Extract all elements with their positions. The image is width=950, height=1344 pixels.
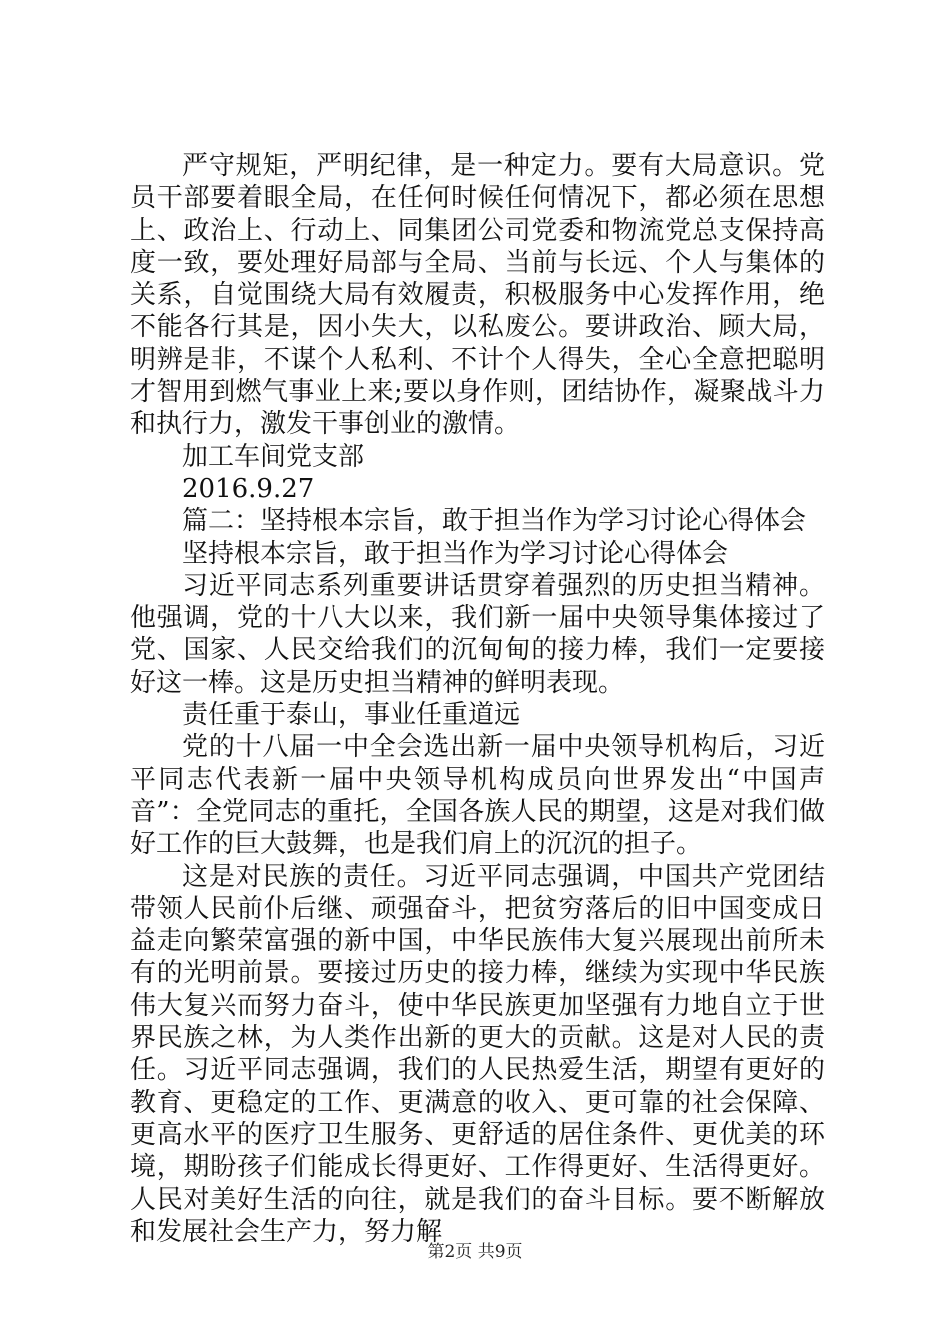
paragraph-nation: 这是对民族的责任。习近平同志强调，中国共产党团结带领人民前仆后继、顽强奋斗，把贫穷落后的旧中国变成日益走向繁荣富强的新中国，中华民族伟大复兴展现出前所未有的光明前景。要接过历史的接力棒，继续为实现中华民族伟大复兴而努力奋斗，使中华民族更加坚强有力地自立于世界民族之林，为人类作出新的更大的贡献。这是对人民的责任。习近平同志强调，我们的人民热爱生活，期望有更好的教育、更稳定的工作、更满意的收入、更可靠的社会保障、更高水平的医疗卫生服务、更舒适的居住条件、更优美的环境，期盼孩子们能成长得更好、工作得更好、生活得更好。人民对美好生活的向往，就是我们的奋斗目标。要不断解放和发展社会生产力，努力解	[130, 861, 825, 1247]
section-heading: 篇二：坚持根本宗旨，敢于担当作为学习讨论心得体会	[182, 506, 807, 537]
subheading-responsibility: 责任重于泰山，事业任重道远	[182, 700, 521, 731]
paragraph-plenum: 党的十八届一中全会选出新一届中央领导机构后，习近平同志代表新一届中央领导机构成员向世界发出“中国声音”：全党同志的重托，全国各族人民的期望，这是对我们做好工作的巨大鼓舞，也是我们肩上的沉沉的担子。	[130, 732, 825, 860]
paragraph-discipline: 严守规矩，严明纪律，是一种定力。要有大局意识。党员干部要着眼全局，在任何时候任何情况下，都必须在思想上、政治上、行动上、同集团公司党委和物流党总支保持高度一致，要处理好局部与全局、当前与长远、个人与集体的关系，自觉围绕大局有效履责，积极服务中心发挥作用，绝不能各行其是，因小失大，以私废公。要讲政治、顾大局，明辨是非，不谋个人私利、不计个人得失，全心全意把聪明才智用到燃气事业上来;要以身作则，团结协作，凝聚战斗力和执行力，激发干事创业的激情。	[130, 151, 825, 440]
signature-date: 2016.9.27	[182, 473, 315, 504]
article-title: 坚持根本宗旨，敢于担当作为学习讨论心得体会	[182, 538, 729, 569]
signature-branch: 加工车间党支部	[182, 441, 365, 472]
page-number: 第2页 共9页	[427, 1242, 523, 1262]
paragraph-history: 习近平同志系列重要讲话贯穿着强烈的历史担当精神。他强调，党的十八大以来，我们新一届中央领导集体接过了党、国家、人民交给我们的沉甸甸的接力棒，我们一定要接好这一棒。这是历史担当精神的鲜明表现。	[130, 570, 825, 698]
document-body	[130, 150, 825, 1248]
